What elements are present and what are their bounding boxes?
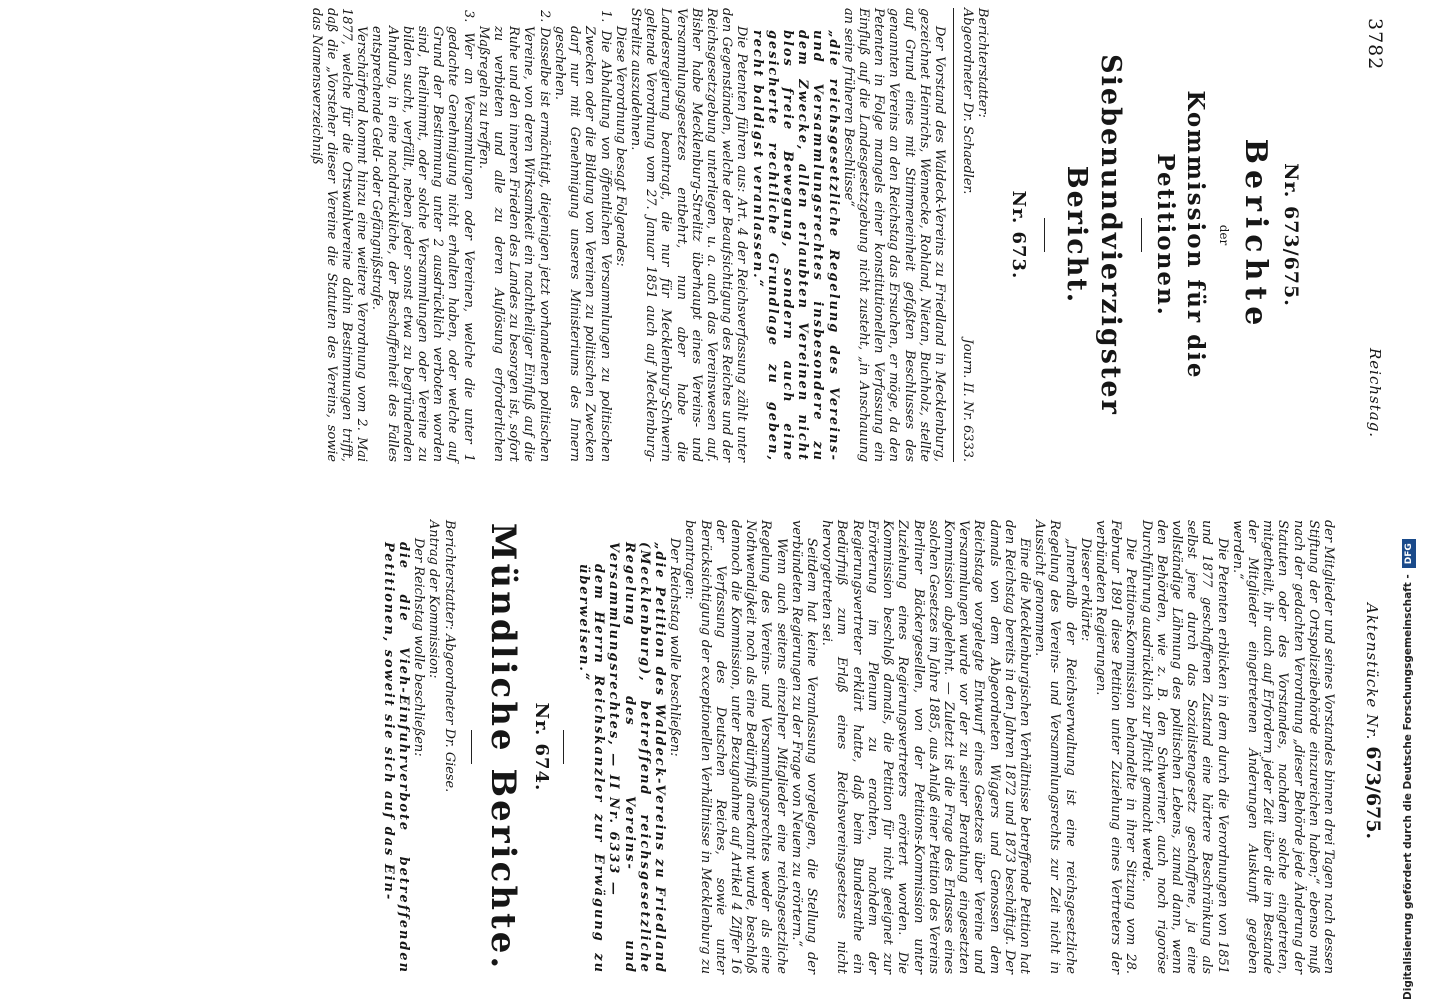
running-title: Reichstag. [1366, 348, 1384, 439]
rapporteur-name: Abgeordneter Dr. Schaedler. [960, 8, 976, 195]
rapporteur-row [960, 8, 975, 462]
government-quote: „Innerhalb der Reichsverwaltung ist eine reichsgesetzliche Regelung des Vereins- und Versammlungsrechts zur Zeit nicht in Aussicht genommen. [1032, 520, 1078, 974]
paragraph: Wenn auch seitens einzelner Mitglieder eine reichsgesetzliche Regelung des Vereins- und Versammlungsrechtes weder als eine Nothwendigkeit noch als eine Bedürfniß anerkannt wurde, beschloß dennoch die Kommission, unter Bezugnahme auf Artikel 4 Ziffer 16 der Verfassung des Deutschen Reiches, sowie unter Berücksichtigung der exceptionellen Verhältnisse in Mecklenburg zu beantragen: [682, 520, 789, 974]
right-column [381, 520, 1336, 974]
petition-quote: „die reichsgesetzliche Regelung des Vereins- und Versammlungsrechtes insbesondere zu dem Zwecke, allen erlaubten Vereinen nicht blos freie Bewegung, sondern auch eine gesicherte rechtliche Grundlage zu geben, recht baldigst veranlassen.“ [749, 30, 841, 462]
watermark-text: Digitalisierung gefördert durch die Deutsche Forschungsgemeinschaft - [1402, 574, 1414, 1000]
der-label: der [1216, 224, 1231, 246]
journal-number: Journ. II. Nr. 6333. [960, 338, 976, 462]
divider [953, 8, 954, 462]
page-header [1354, 18, 1394, 970]
paragraph: der Mitglieder und seines Vorstandes binnen drei Tagen nach dessen Stiftung der Ortspolizeibehörde einzureichen haben;“ ebenso muß nach der gedachten Verordnung „dieser Behörde jede Änderung der Statuten oder des Vorstandes, nachdem solche eingetreten, mitgetheilt, ihr auch auf Erfordern jeder Zeit über die im Bestande der Mitglieder eingetretenen Änderungen Auskunft gegeben werden.“ [1229, 520, 1336, 974]
divider [1141, 218, 1142, 252]
paragraph: Der Reichstag wolle beschließen: [411, 538, 427, 757]
reference-number: 673/675. [1362, 746, 1384, 840]
list-item: 3. Wer an Versammlungen oder Vereinen, welche die unter 1 gedachte Genehmigung nicht erhalten haben, oder welche auf Grund der Bestimmung unter 2 ausdrücklich verboten worden sind, theilnimmt, oder solche Versammlungen oder Vereine zu bilden sucht, verfällt, neben jeder sonst etwa zu begründenden Ahndung, in eine nachdrückliche, der Beschaffenheit des Falles entsprechende Geld- oder Gefängnißstrafe. [369, 10, 476, 462]
resolution-quote-end: dem Herrn Reichskanzler zur Erwägung zu überweisen.“ [576, 564, 607, 974]
page-number: 3782 [1364, 18, 1386, 71]
paragraph: Die Petenten erblicken in dem durch die Verordnungen von 1851 und 1877 geschaffenen Zustand eine härtere Beschränkung als selbst jene durch das Sozialistengesetz geschaffene, ja eine vollständige Lähmung des politischen Lebens, zumal dann, wenn den Behörden, wie z. B. den Schweriner, auch noch rigoröse Durchführung ausdrücklich zur Pflicht gemacht werde. [1138, 520, 1230, 974]
dfg-watermark [1400, 0, 1417, 1000]
reference-prefix: Aktenstücke Nr. [1363, 603, 1381, 741]
paragraph: Eine die Mecklenburgischen Verhältnisse betreffende Petition hat den Reichstag bereits in den Jahren 1872 und 1873 beschäftigt. Der damals von dem Abgeordneten Wiggers und Genossen dem Reichstage vorgelegte Entwurf eines Gesetzes über Vereine und Versammlungen wurde vor der zu seiner Berathung eingesetzten Kommission abgelehnt. — Zuletzt ist die Frage des Erlasses eines solchen Gesetzes im Jahre 1885, aus Anlaß einer Petition des Vereins Berliner Bäckergesellen, von der Petitions-Kommission unter Zuziehung eines Regierungsvertreters erörtert worden. Die Kommission beschloß damals, die Petition für nicht geeignet zur Erörterung im Plenum zu erachten, nachdem der Regierungsvertreter erklärt hatte, daß beim Bundesrathe ein Bedürfniß zum Erlaß eines Reichsvereinsgesetzes nicht hervorgetreten sei. [819, 520, 1032, 974]
commission-motion: Antrag der Kommission: [426, 520, 442, 679]
commission-title: Kommission für die Petitionen. [1151, 90, 1209, 380]
paragraph: Die Petenten führen aus: Art. 4 der Reichsverfassung zählt unter den Gegenständen, welche der Beaufsichtigung des Reiches und der Reichsgesetzgebung unterliegen, u. a. auch das Vereinswesen auf. Bisher habe Mecklenburg-Strelitz überhaupt eines Vereins- und Versammlungsgesetzes entbehrt, nun aber habe die Landesregierung beantragt, die nur für Mecklenburg-Schwerin geltende Verordnung vom 27. Januar 1851 auch auf Mecklenburg-Strelitz auszudehnen. [627, 8, 750, 462]
list-item: 2. Dasselbe ist ermächtigt, diejenigen jetzt vorhandenen politischen Vereine, von deren Wirksamkeit ein nachtheiliger Einfluß auf die Ruhe und den inneren Frieden des Landes zu besorgen ist, sofort zu verbieten und alle zu deren Auflösung erforderlichen Maßregeln zu treffen. [475, 10, 552, 462]
paragraph: Dieser erklärte: [1077, 538, 1093, 642]
resolution-quote: „die Petition des Waldeck-Vereins zu Friedland (Mecklenburg), betreffend reichsgesetzliche Regelung des Vereins- und Versammlungsrechtes, — II Nr. 6333 — [606, 542, 668, 974]
section-number: Nr. 673/675. [1280, 163, 1302, 307]
left-column [308, 8, 1336, 462]
oral-reports-title: Mündliche Berichte. [482, 522, 523, 972]
divider [563, 730, 564, 764]
divider [1044, 218, 1045, 252]
divider [471, 730, 472, 764]
paragraph: Verschärfend kommt hinzu eine weitere Verordnung vom 2. Mai 1877, welche für die Ortswahlvereine dahin Bestimmungen trifft, daß die „Vorsteher dieser Vereine die Statuten des Vereins, sowie das Namensverzeichniß [308, 8, 370, 462]
number-673: Nr. 673. [1007, 190, 1029, 280]
report-title: Siebenundvierzigster Bericht. [1060, 54, 1126, 416]
rapporteur-2: Berichterstatter: Abgeordneter Dr. Giese. [441, 520, 457, 793]
number-674: Nr. 674. [530, 702, 552, 792]
berichte-title: Berichte [1237, 138, 1273, 332]
paragraph: Diese Verordnung besagt Folgendes: [612, 26, 628, 267]
paragraph: Der Vorstand des Waldeck-Vereins zu Friedland in Mecklenburg, gezeichnet Heinrichs, Wennecke, Rohland, Nietan, Buchholz, stellte auf Grund eines mit Stimmeneinheit gefaßten Beschlusses des genannten Vereins an den Reichstag das Ersuchen, er möge, da den Petenten in Folge mangels einer konstitutionellen Verfassung ein Einfluß auf die Landesgesetzgebung nicht zusteht, „in Anschauung an seine früheren Beschlüsse“ [840, 8, 947, 462]
paragraph: Der Reichstag wolle beschließen: [667, 538, 683, 757]
rapporteur-label: Berichterstatter: [975, 8, 991, 118]
dfg-logo: DFG [1402, 539, 1416, 568]
paragraph: Die Petitions-Kommission behandelte in ihrer Sitzung vom 28. Februar 1891 diese Petition unter Zuziehung eines Vertreters der verbündeten Regierungen. [1092, 520, 1139, 974]
document-reference [1362, 603, 1384, 839]
motion-text: die die Vieh-Einfuhrverbote betreffenden Petitionen, soweit sie sich auf das Ein- [380, 542, 412, 974]
paragraph: Seitdem hat keine Veranlassung vorgelegen, die Stellung der verbündeten Regierungen zu der Frage von Neuem zu erörtern.“ [788, 520, 820, 974]
list-item: 1. Die Abhaltung von öffentlichen Versammlungen zu politischen Zwecken oder die Bildung von Vereinen zu politischen Zwecken darf nur mit Genehmigung unseres Ministeriums des Innern geschehen. [551, 10, 613, 462]
